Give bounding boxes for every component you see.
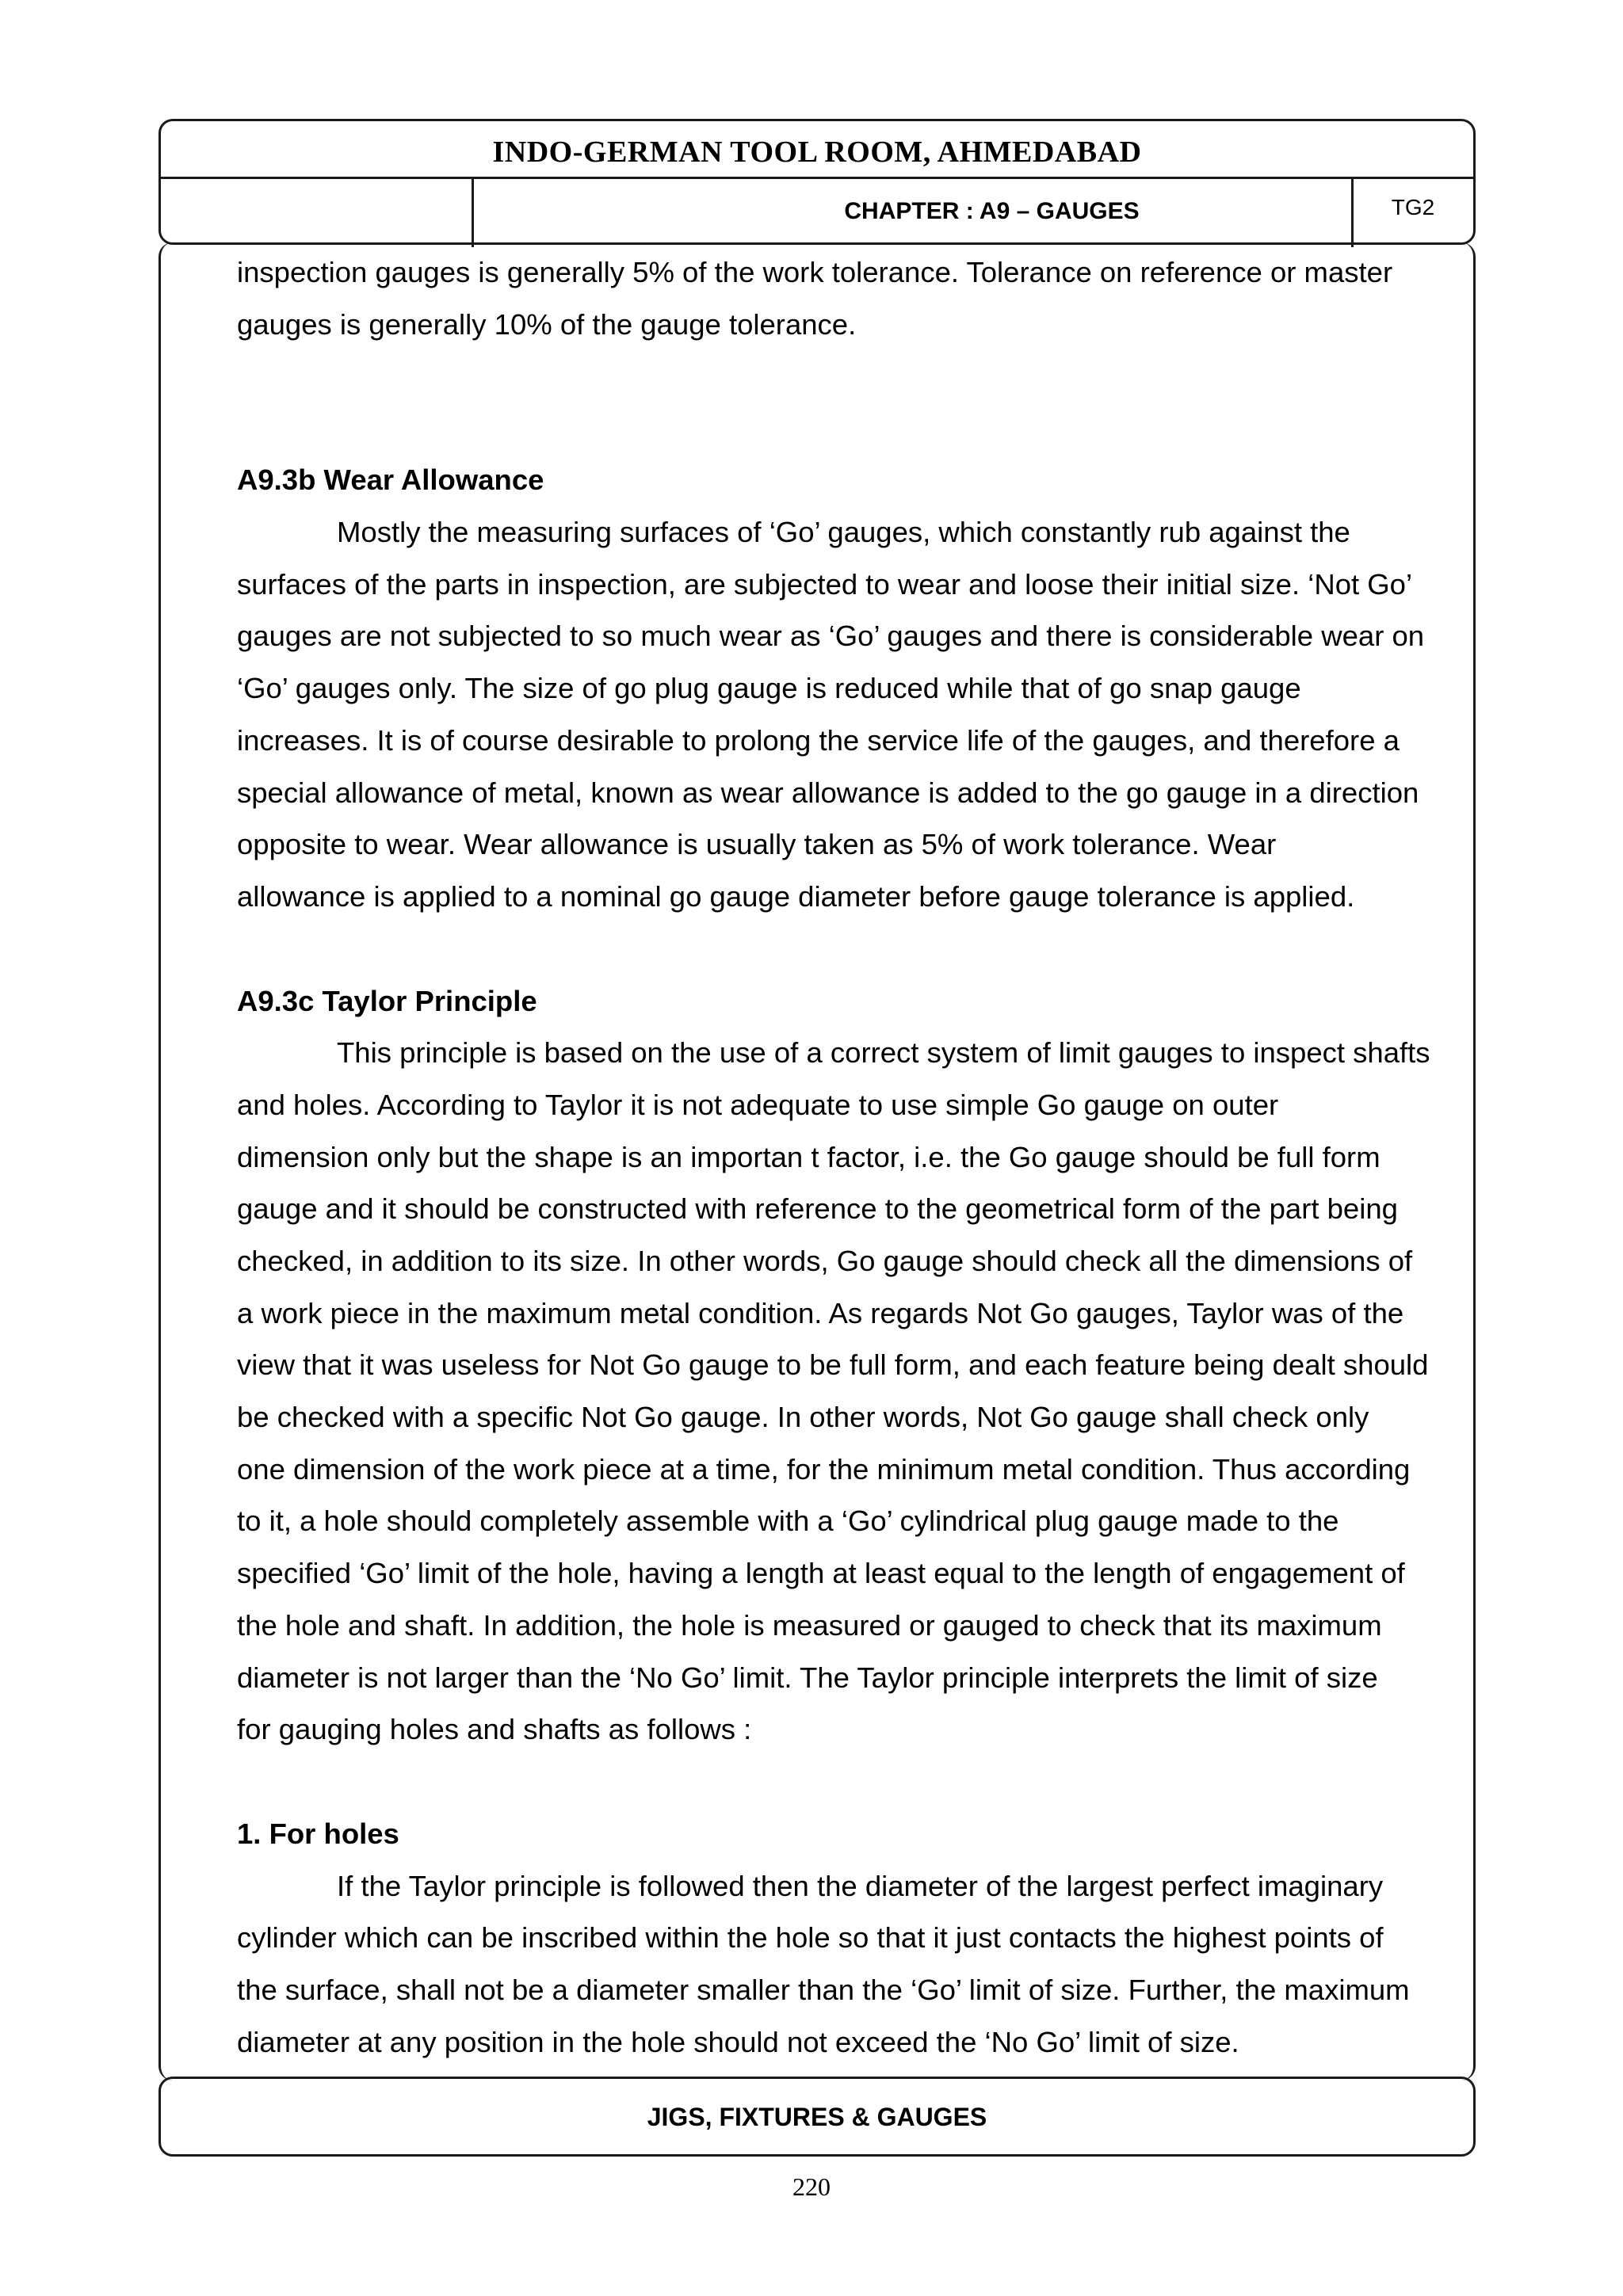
- text-line: a work piece in the maximum metal condition. As regards Not Go gauges, Taylor was of the: [237, 1296, 1404, 1329]
- text-line: special allowance of metal, known as wear allowance is added to the go gauge in a direction: [237, 776, 1419, 809]
- text-line: checked, in addition to its size. In other words, Go gauge should check all the dimensions of: [237, 1245, 1413, 1277]
- text-line: increases. It is of course desirable to prolong the service life of the gauges, and therefore a: [237, 723, 1400, 757]
- text-line: view that it was useless for Not Go gauge to be full form, and each feature being dealt should: [237, 1348, 1429, 1382]
- text-line: diameter at any position in the hole should not exceed the ‘No Go’ limit of size.: [237, 2025, 1239, 2058]
- text-line: gauges are not subjected to so much wear as ‘Go’ gauges and there is considerable wear on: [237, 620, 1425, 653]
- text-line: for gauging holes and shafts as follows :: [237, 1713, 752, 1746]
- text-line: This principle is based on the use of a correct system of limit gauges to inspect shafts: [337, 1036, 1430, 1070]
- text-line: opposite to wear. Wear allowance is usually taken as 5% of work tolerance. Wear: [237, 828, 1277, 861]
- for-holes-paragraph: [237, 1860, 1489, 2069]
- text-line: gauge and it should be constructed with reference to the geometrical form of the part being: [237, 1192, 1398, 1226]
- text-line: Mostly the measuring surfaces of ‘Go’ gauges, which constantly rub against the: [337, 516, 1350, 549]
- text-line: specified ‘Go’ limit of the hole, having a length at least equal to the length of engagement of: [237, 1557, 1405, 1590]
- page-number: 220: [792, 2172, 831, 2201]
- text-line: and holes. According to Taylor it is not adequate to use simple Go gauge on outer: [237, 1088, 1279, 1121]
- page-footer: [158, 2077, 1476, 2157]
- text-line: diameter is not larger than the ‘No Go’ limit. The Taylor principle interprets the limit of size: [237, 1661, 1378, 1694]
- chapter-title: CHAPTER : A9 – GAUGES: [844, 198, 1140, 224]
- text-line: cylinder which can be inscribed within the hole so that it just contacts the highest points of: [237, 1921, 1384, 1955]
- footer-title: JIGS, FIXTURES & GAUGES: [647, 2103, 987, 2131]
- text-line: ‘Go’ gauges only. The size of go plug gauge is reduced while that of go snap gauge: [237, 672, 1301, 705]
- taylor-principle-paragraph: [237, 1027, 1489, 1756]
- text-line: allowance is applied to a nominal go gauge diameter before gauge tolerance is applied.: [237, 879, 1355, 913]
- document-code: TG2: [1391, 195, 1435, 219]
- text-line: surfaces of the parts in inspection, are subjected to wear and loose their initial size. ‘Not Go’: [237, 567, 1413, 601]
- text-line: gauges is generally 10% of the gauge tolerance.: [237, 307, 857, 341]
- text-line: to it, a hole should completely assemble with a ‘Go’ cylindrical plug gauge made to the: [237, 1505, 1339, 1538]
- text-line: If the Taylor principle is followed then the diameter of the largest perfect imaginary: [337, 1869, 1384, 1902]
- page-header: [158, 119, 1476, 245]
- header-row: [161, 177, 1473, 247]
- section-heading-wear-allowance: A9.3b Wear Allowance: [237, 463, 544, 497]
- organization-title: INDO-GERMAN TOOL ROOM, AHMEDABAD: [492, 135, 1142, 169]
- intro-paragraph: [237, 246, 1489, 350]
- section-heading-for-holes: 1. For holes: [237, 1817, 399, 1850]
- text-line: the hole and shaft. In addition, the hole is measured or gauged to check that its maximum: [237, 1608, 1382, 1642]
- page-content: [237, 246, 1489, 2068]
- section-heading-taylor-principle: A9.3c Taylor Principle: [237, 984, 537, 1017]
- text-line: dimension only but the shape is an importan t factor, i.e. the Go gauge should be full form: [237, 1140, 1381, 1173]
- text-line: inspection gauges is generally 5% of the work tolerance. Tolerance on reference or master: [237, 256, 1393, 288]
- text-line: be checked with a specific Not Go gauge. In other words, Not Go gauge shall check only: [237, 1401, 1369, 1434]
- text-line: one dimension of the work piece at a time, for the minimum metal condition. Thus according: [237, 1452, 1411, 1486]
- text-line: the surface, shall not be a diameter smaller than the ‘Go’ limit of size. Further, the maximum: [237, 1973, 1410, 2006]
- wear-allowance-paragraph: [237, 506, 1489, 923]
